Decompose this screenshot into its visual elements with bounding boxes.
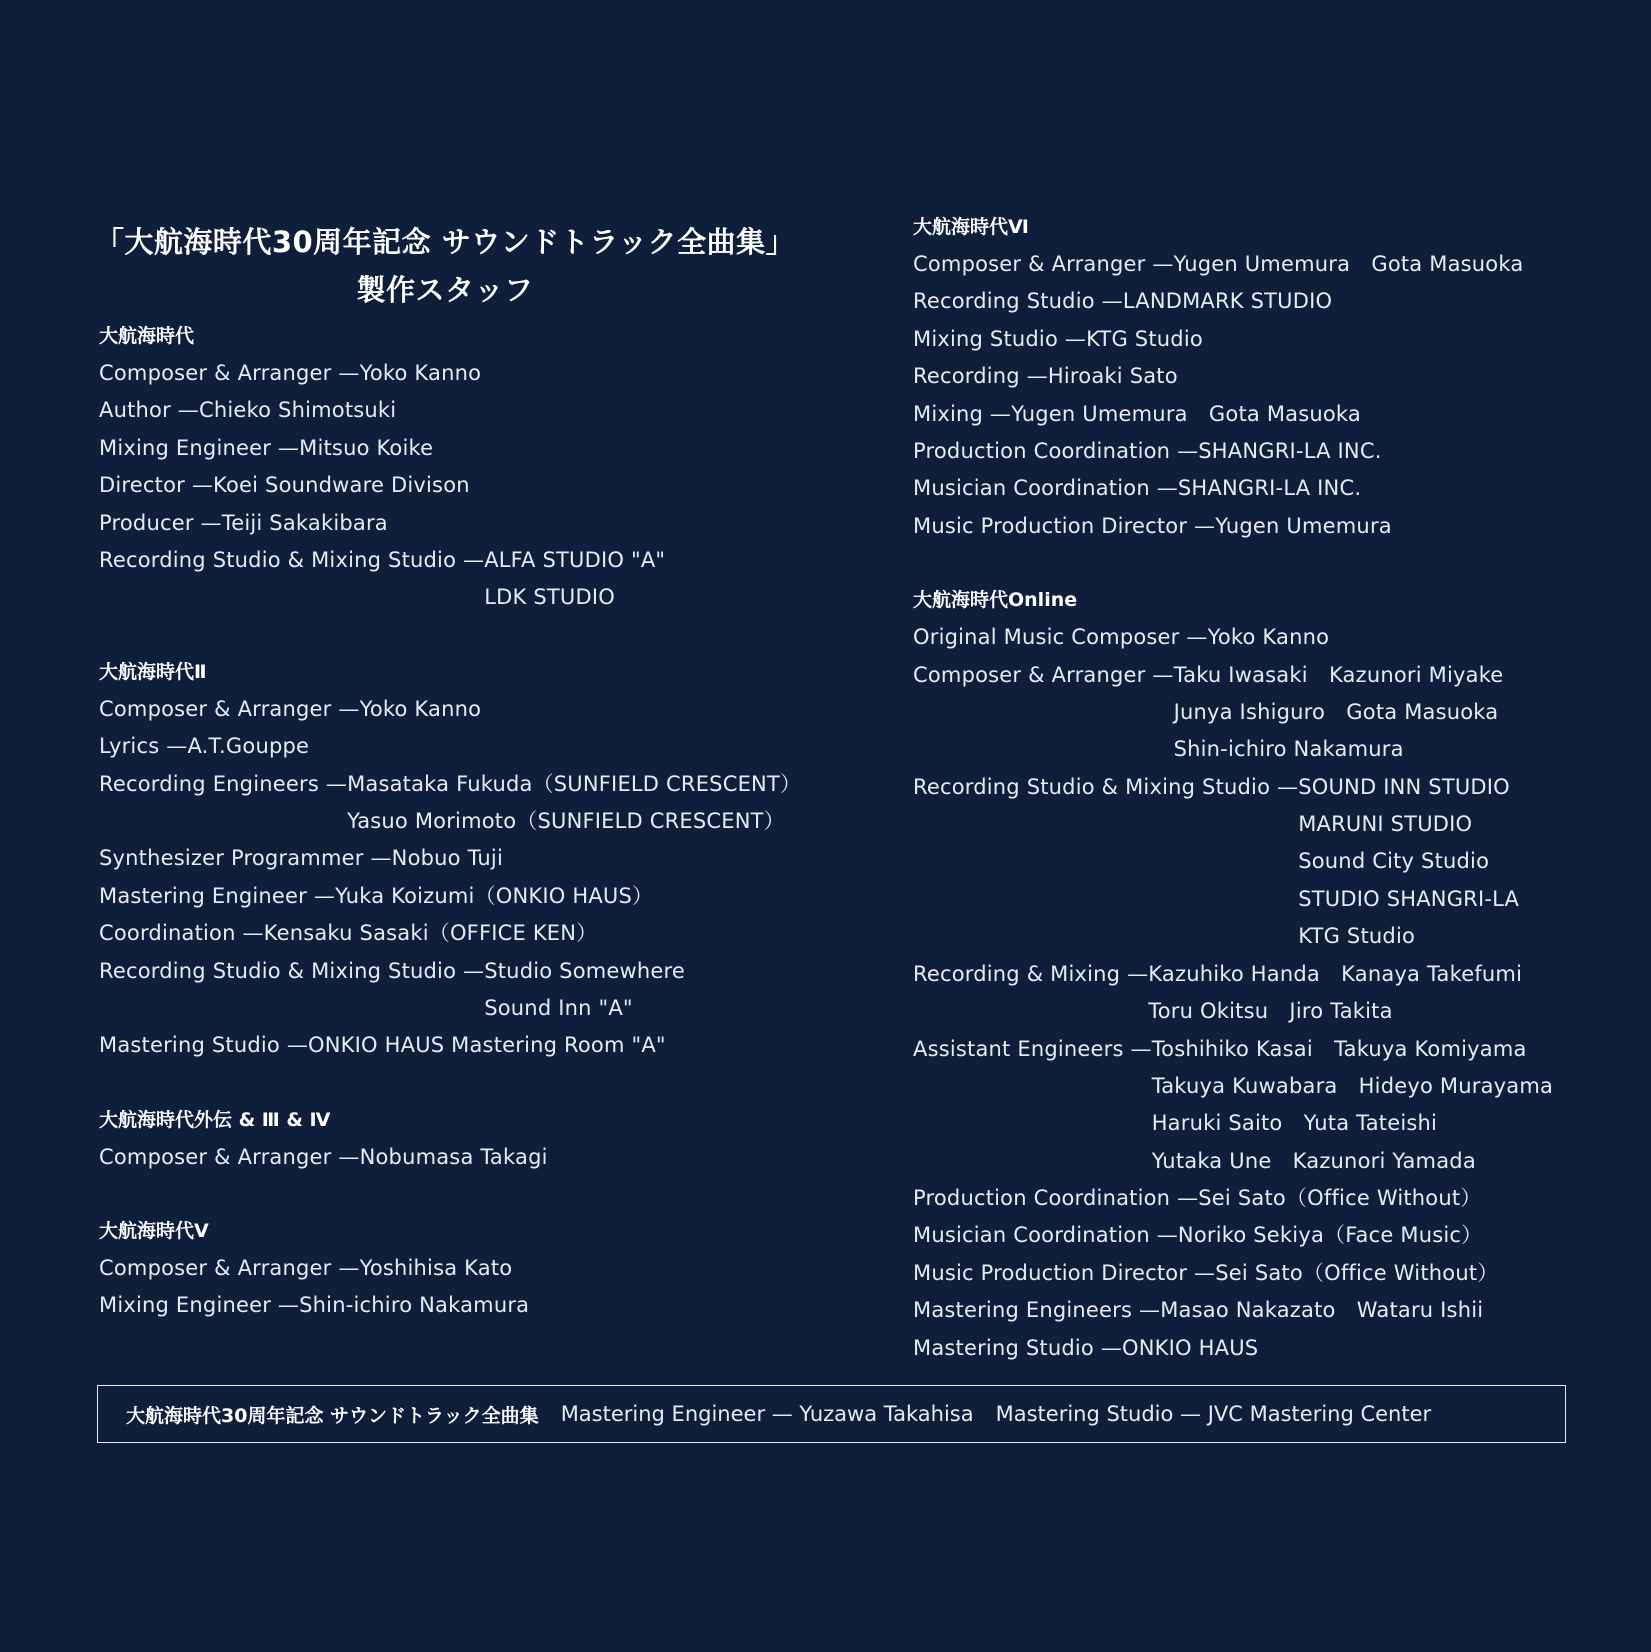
credit-role: Recording & Mixing — xyxy=(913,961,1149,986)
credit-names xyxy=(360,355,482,392)
credit-names xyxy=(222,505,388,542)
section-title: 大航海時代Ⅱ xyxy=(99,660,207,683)
section-gap xyxy=(99,1065,859,1102)
credit-role: Composer & Arranger — xyxy=(99,1256,360,1281)
credit-role: Lyrics — xyxy=(99,734,188,759)
credit-role: Original Music Composer — xyxy=(913,625,1208,650)
credit-name: Studio Somewhere xyxy=(484,958,686,983)
credit-names xyxy=(484,542,665,617)
credit-names xyxy=(1011,396,1361,433)
credit-names xyxy=(392,840,503,877)
credit-name: Toru Okitsu Jiro Takita xyxy=(1148,999,1393,1024)
credit-role: Composer & Arranger — xyxy=(913,252,1174,276)
credit-names xyxy=(299,430,433,467)
credit-line xyxy=(99,1250,859,1287)
credit-line xyxy=(99,467,859,504)
credit-names xyxy=(199,392,396,429)
credit-section xyxy=(99,1102,859,1176)
credit-names xyxy=(213,467,470,504)
credit-name: Yasuo Morimoto（SUNFIELD CRESCENT） xyxy=(347,808,785,833)
credit-name: A.T.Gouppe xyxy=(187,734,310,759)
credit-section xyxy=(913,209,1613,545)
credit-name: Noriko Sekiya（Face Music） xyxy=(1177,1223,1483,1248)
credit-role: Musician Coordination — xyxy=(913,1223,1178,1248)
credit-names xyxy=(1208,619,1330,656)
credit-name: Sei Sato（Office Without） xyxy=(1198,1186,1482,1211)
credit-name: Chieko Shimotsuki xyxy=(198,398,397,423)
credit-names xyxy=(1178,470,1361,507)
credit-line xyxy=(99,355,859,392)
credit-names xyxy=(1215,508,1392,545)
credit-role: Composer & Arranger — xyxy=(99,361,360,385)
credit-name: ALFA STUDIO "A" xyxy=(484,547,666,572)
credit-names xyxy=(1178,1217,1482,1254)
credit-role: Composer & Arranger — xyxy=(913,662,1174,687)
credit-name: Masataka Fukuda（SUNFIELD CRESCENT） xyxy=(347,771,802,796)
credit-line xyxy=(99,728,859,765)
credit-role: Mixing Studio — xyxy=(913,326,1087,351)
credit-names xyxy=(1048,358,1178,395)
credit-name: SOUND INN STUDIO xyxy=(1298,774,1510,799)
credit-names xyxy=(1160,1292,1483,1329)
credit-name: SHANGRI-LA INC. xyxy=(1198,438,1382,463)
credit-line xyxy=(913,1330,1613,1367)
credit-section xyxy=(913,582,1613,1367)
credit-name: Hiroaki Sato xyxy=(1047,364,1178,389)
credit-names xyxy=(360,691,482,728)
credit-name: Sound City Studio xyxy=(1298,849,1490,874)
page-title-line2: 製作スタッフ xyxy=(356,273,534,307)
credit-role: Mastering Studio — xyxy=(99,1033,309,1058)
credit-name: SHANGRI-LA INC. xyxy=(1177,476,1362,501)
credit-names xyxy=(187,728,309,765)
footer-mastering-engineer: Mastering Engineer — Yuzawa Takahisa xyxy=(560,1402,974,1426)
credit-line xyxy=(913,1217,1613,1254)
credit-section xyxy=(99,654,859,1065)
credit-name: Masao Nakazato Wataru Ishii xyxy=(1160,1298,1484,1323)
credit-name: Yoko Kanno xyxy=(359,696,482,721)
credit-role: Assistant Engineers — xyxy=(913,1036,1152,1061)
footer-title: 大航海時代30周年記念 サウンドトラック全曲集 xyxy=(126,1404,539,1427)
section-title: 大航海時代Ⅴ xyxy=(99,1220,209,1243)
credit-line xyxy=(913,1255,1613,1292)
credit-role: Recording Studio & Mixing Studio — xyxy=(99,958,485,983)
credit-name: Yuka Koizumi（ONKIO HAUS） xyxy=(335,883,654,908)
credit-role: Composer & Arranger — xyxy=(99,1144,360,1169)
credit-line xyxy=(99,691,859,728)
credit-line xyxy=(99,430,859,467)
credit-line xyxy=(913,1292,1613,1329)
credit-name: Nobumasa Takagi xyxy=(359,1144,548,1169)
page-title-line1: 「大航海時代30周年記念 サウンドトラック全曲集」 xyxy=(94,225,796,259)
credit-names xyxy=(264,915,598,952)
credit-line xyxy=(913,1031,1613,1181)
credit-role: Recording — xyxy=(913,364,1048,389)
credit-role: Recording Engineers — xyxy=(99,771,348,796)
credit-name: Toshihiko Kasai Takuya Komiyama xyxy=(1151,1036,1527,1061)
credit-role: Recording Studio & Mixing Studio — xyxy=(99,547,485,572)
credit-name: Yugen Umemura Gota Masuoka xyxy=(1011,401,1361,426)
credit-name: Yoshihisa Kato xyxy=(359,1256,513,1281)
credit-names xyxy=(1198,1180,1481,1217)
credit-names xyxy=(360,1139,548,1176)
credit-line xyxy=(913,396,1613,433)
credit-role: Production Coordination — xyxy=(913,438,1199,463)
section-gap xyxy=(913,545,1613,582)
credit-name: Koei Soundware Divison xyxy=(213,473,470,498)
footer-credit-box xyxy=(97,1385,1566,1443)
credit-role: Mastering Engineers — xyxy=(913,1298,1161,1323)
credit-line xyxy=(913,657,1613,769)
credit-name: LANDMARK STUDIO xyxy=(1122,289,1333,314)
credit-names xyxy=(335,878,653,915)
section-title: 大航海時代外伝 & Ⅲ & Ⅳ xyxy=(99,1108,331,1131)
credit-line xyxy=(913,1180,1613,1217)
credit-line xyxy=(913,956,1613,1031)
credit-name: Yutaka Une Kazunori Yamada xyxy=(1151,1148,1476,1173)
section-gap xyxy=(99,617,859,654)
credit-name: Kensaku Sasaki（OFFICE KEN） xyxy=(263,921,598,946)
credit-name: Taku Iwasaki Kazunori Miyake xyxy=(1173,662,1504,687)
credit-name: Kazuhiko Handa Kanaya Takefumi xyxy=(1148,961,1523,986)
credit-role: Synthesizer Programmer — xyxy=(99,846,392,871)
credit-name: LDK STUDIO xyxy=(484,585,615,610)
credit-names xyxy=(1298,769,1519,956)
credit-line xyxy=(913,619,1613,656)
credit-line xyxy=(913,769,1613,956)
right-column xyxy=(913,209,1613,1367)
credit-role: Recording Studio & Mixing Studio — xyxy=(913,774,1299,799)
credit-line xyxy=(913,508,1613,545)
credit-names xyxy=(1122,1330,1258,1367)
credit-line xyxy=(99,1287,859,1324)
credit-role: Composer & Arranger — xyxy=(99,696,360,721)
credit-name: Takuya Kuwabara Hideyo Murayama xyxy=(1151,1073,1554,1098)
page-title xyxy=(90,218,800,314)
credit-names xyxy=(1123,283,1332,320)
credit-names xyxy=(308,1027,666,1064)
credit-line xyxy=(913,358,1613,395)
credit-name: Teiji Sakakibara xyxy=(221,510,388,535)
credit-role: Mixing Engineer — xyxy=(99,435,300,460)
credit-names xyxy=(1086,321,1203,358)
credit-role: Recording Studio — xyxy=(913,289,1123,314)
credit-name: Shin-ichiro Nakamura xyxy=(1173,737,1404,762)
credit-names xyxy=(299,1287,529,1324)
credit-line xyxy=(99,953,859,1028)
credit-role: Mastering Engineer — xyxy=(99,883,336,908)
section-title: 大航海時代Ⅵ xyxy=(913,216,1029,238)
credit-role: Music Production Director — xyxy=(913,513,1216,538)
credit-line xyxy=(99,766,859,841)
section-gap xyxy=(99,1176,859,1213)
section-title: 大航海時代Online xyxy=(913,589,1078,612)
credit-names xyxy=(1215,1255,1498,1292)
credit-role: Producer — xyxy=(99,510,222,535)
credit-line xyxy=(99,915,859,952)
credit-name: Haruki Saito Yuta Tateishi xyxy=(1151,1111,1438,1136)
left-column xyxy=(99,318,859,1325)
credit-names xyxy=(347,766,801,841)
credit-name: Mitsuo Koike xyxy=(299,435,434,460)
credit-role: Production Coordination — xyxy=(913,1186,1199,1211)
credit-role: Musician Coordination — xyxy=(913,476,1178,501)
credit-section xyxy=(99,1213,859,1325)
credit-name: Yugen Umemura Gota Masuoka xyxy=(1173,252,1524,276)
credit-line xyxy=(913,246,1613,283)
credit-line xyxy=(913,470,1613,507)
section-title: 大航海時代 xyxy=(99,325,195,347)
credit-role: Mixing Engineer — xyxy=(99,1293,300,1318)
credit-name: ONKIO HAUS Mastering Room "A" xyxy=(308,1033,666,1058)
credit-name: Sei Sato（Office Without） xyxy=(1215,1260,1499,1285)
footer-mastering-studio: Mastering Studio — JVC Mastering Center xyxy=(995,1402,1432,1426)
credit-names xyxy=(1152,1031,1553,1181)
credit-section xyxy=(99,318,859,617)
credit-line xyxy=(99,392,859,429)
credit-name: Yoko Kanno xyxy=(1207,625,1330,650)
credit-names xyxy=(360,1250,513,1287)
credit-names xyxy=(1174,657,1504,769)
credit-role: Director — xyxy=(99,473,214,498)
credit-line xyxy=(99,505,859,542)
credit-names xyxy=(1148,956,1522,1031)
credit-name: Nobuo Tuji xyxy=(391,846,503,871)
credit-line xyxy=(99,1139,859,1176)
credit-line xyxy=(913,283,1613,320)
credit-names xyxy=(484,953,685,1028)
credit-role: Coordination — xyxy=(99,921,264,946)
credit-name: ONKIO HAUS xyxy=(1122,1335,1259,1360)
credit-line xyxy=(913,433,1613,470)
credit-role: Mixing — xyxy=(913,401,1012,426)
credit-line xyxy=(913,321,1613,358)
credit-name: Yoko Kanno xyxy=(359,361,482,385)
credit-role: Author — xyxy=(99,398,199,423)
credit-line xyxy=(99,840,859,877)
credit-name: MARUNI STUDIO xyxy=(1298,812,1473,837)
credit-line xyxy=(99,542,859,617)
credit-name: STUDIO SHANGRI-LA xyxy=(1298,886,1520,911)
credit-line xyxy=(99,878,859,915)
credit-line xyxy=(99,1027,859,1064)
credit-name: Shin-ichiro Nakamura xyxy=(299,1293,530,1318)
credit-role: Mastering Studio — xyxy=(913,1335,1123,1360)
credit-name: KTG Studio xyxy=(1086,326,1203,351)
credit-name: Yugen Umemura xyxy=(1215,513,1392,538)
credit-name: Junya Ishiguro Gota Masuoka xyxy=(1173,699,1499,724)
credit-names xyxy=(1198,433,1381,470)
credit-name: Sound Inn "A" xyxy=(484,995,633,1020)
credit-role: Music Production Director — xyxy=(913,1260,1216,1285)
credit-names xyxy=(1174,246,1524,283)
credit-name: KTG Studio xyxy=(1298,924,1416,949)
